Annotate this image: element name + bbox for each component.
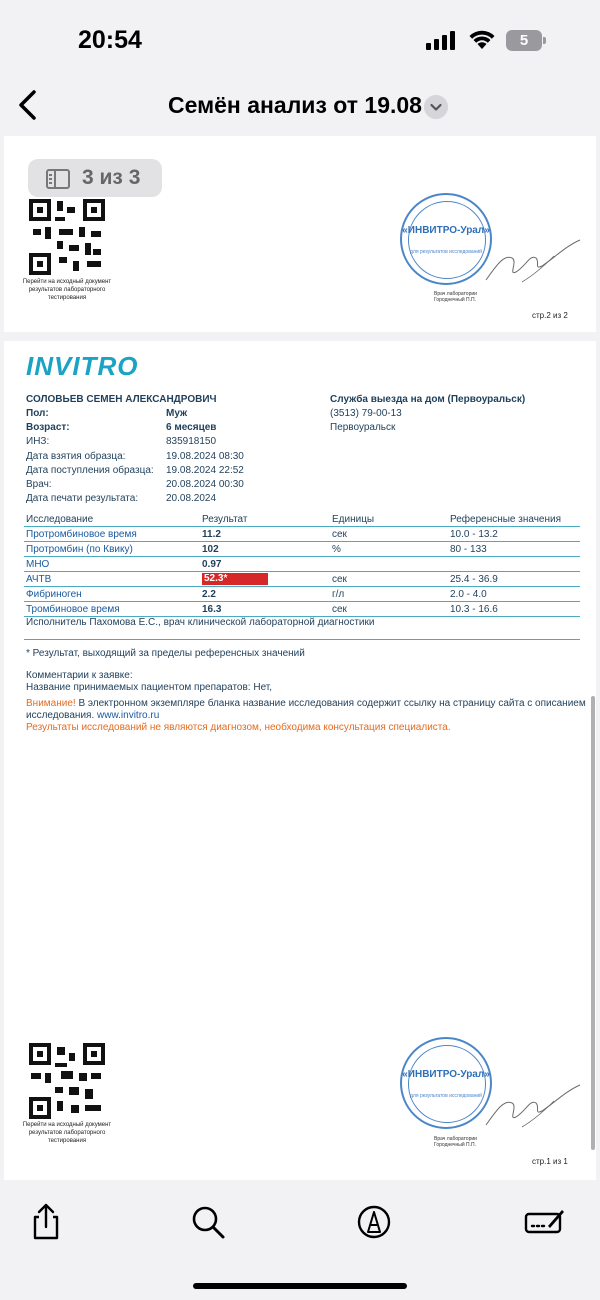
footnote: * Результат, выходящий за пределы референсных значений [26,648,305,659]
invitro-link[interactable]: www.invitro.ru [97,710,160,721]
info-label: Пол: [26,408,49,419]
result-value-flagged: 52.3* [202,573,268,585]
result-value: 11.2 [202,529,221,540]
status-bar [0,0,600,80]
table-row [24,572,580,587]
bottom-toolbar [0,1184,600,1300]
reference-range: 80 - 133 [450,544,487,555]
result-unit: г/л [332,589,345,600]
signature-icon[interactable] [524,1202,564,1242]
doctor-signature [482,1081,582,1131]
doctor-signature [482,236,582,286]
test-name-link[interactable]: МНО [26,559,50,570]
performer-note: Исполнитель Пахомова Е.С., врач клинической лабораторной диагностики [26,617,375,628]
test-name-link[interactable]: Протромбин (по Квику) [26,544,133,555]
comments-title: Комментарии к заявке: [26,670,133,681]
stamp-subtitle: для результатов исследований [410,249,482,255]
page-thumbnails-icon [46,169,70,189]
lab-stamp [400,193,492,285]
info-value: 19.08.2024 08:30 [166,451,244,462]
result-value: 0.97 [202,559,222,570]
doctor-caption-title: Врач лаборатории [434,291,477,297]
test-name-link[interactable]: Протромбиновое время [26,529,137,540]
header-test: Исследование [26,514,94,525]
info-value: 20.08.2024 [166,493,217,504]
battery-level: 5 [506,30,542,51]
info-label: Дата поступления образца: [26,465,154,476]
warning-text: В электронном экземпляре бланка название исследования содержит ссылку на страницу сайта с описанием [75,698,586,709]
test-name-link[interactable]: Тромбиновое время [26,604,120,615]
info-label: ИНЗ: [26,436,50,447]
battery-icon [506,30,546,51]
service-city: Первоуральск [330,422,396,433]
doctor-caption-title: Врач лаборатории [434,1136,477,1142]
markup-icon[interactable] [354,1202,394,1242]
info-value: Муж [166,408,188,419]
document-page-previous [4,136,596,332]
table-row [24,557,580,572]
table-row [24,587,580,602]
wifi-icon [468,28,496,50]
result-unit: сек [332,529,347,540]
info-label: Возраст: [26,422,70,433]
header-result: Результат [202,514,248,525]
info-label: Врач: [26,479,52,490]
reference-range: 2.0 - 4.0 [450,589,487,600]
header-reference: Референсные значения [450,514,562,525]
page-indicator-text: 3 из 3 [82,166,141,189]
table-row [24,527,580,542]
result-value: 16.3 [202,604,222,615]
info-value: 19.08.2024 22:52 [166,465,244,476]
comments-text: Название принимаемых пациентом препаратов: Нет, [26,682,273,693]
document-title[interactable] [0,92,600,119]
info-value: 835918150 [166,436,217,447]
warning-text-2: исследования. [26,710,98,721]
table-header [24,512,580,527]
test-name-link[interactable]: Фибриноген [26,589,82,600]
result-value: 102 [202,544,219,555]
warning-line-2 [26,710,159,721]
warning-word: Внимание! [26,698,76,709]
title-menu-chevron-icon[interactable] [424,95,448,119]
service-name: Служба выезда на дом (Первоуральск) [330,394,526,405]
disclaimer: Результаты исследований не являются диагнозом, необходима консультация специалиста. [26,722,451,733]
result-unit: сек [332,574,347,585]
stamp-title: «ИНВИТРО-Урал» [402,1069,490,1080]
info-value: 6 месяцев [166,422,217,433]
divider [24,639,580,640]
info-value: 20.08.2024 00:30 [166,479,244,490]
patient-name: СОЛОВЬЕВ СЕМЕН АЛЕКСАНДРОВИЧ [26,394,217,405]
page-number: стр.1 из 1 [532,1157,568,1166]
service-phone[interactable]: (3513) 79-00-13 [330,408,402,419]
search-icon[interactable] [188,1202,228,1242]
doctor-caption-name: Городнечный П.П. [434,297,477,303]
qr-code[interactable] [29,199,105,275]
lab-stamp [400,1037,492,1129]
table-row [24,602,580,617]
scrollbar[interactable] [591,696,595,1150]
reference-range: 25.4 - 36.9 [450,574,498,585]
result-unit: сек [332,604,347,615]
stamp-title: «ИНВИТРО-Урал» [402,225,490,236]
doctor-caption-name: Городнечный П.П. [434,1142,477,1148]
result-value: 2.2 [202,589,216,600]
result-unit: % [332,544,341,555]
reference-range: 10.0 - 13.2 [450,529,498,540]
document-title-text: Семён анализ от 19.08 [168,92,422,118]
warning-line [26,698,586,709]
stamp-subtitle: для результатов исследований [410,1093,482,1099]
test-name-link[interactable]: АЧТВ [26,574,52,585]
cellular-signal-icon [426,30,458,50]
header-unit: Единицы [332,514,375,525]
qr-caption: Перейти на исходный документ результатов лабораторного тестирования [22,279,112,301]
document-page-report [4,341,596,1180]
info-label: Дата печати результата: [26,493,139,504]
navigation-bar [0,80,600,134]
home-indicator[interactable] [193,1283,407,1289]
page-indicator [28,159,162,197]
reference-range: 10.3 - 16.6 [450,604,498,615]
share-icon[interactable] [26,1202,66,1242]
info-label: Дата взятия образца: [26,451,126,462]
table-row [24,542,580,557]
page-number: стр.2 из 2 [532,311,568,320]
invitro-logo: INVITRO [26,351,139,381]
qr-code[interactable] [29,1043,105,1119]
status-time: 20:54 [78,26,142,54]
qr-caption: Перейти на исходный документ результатов лабораторного тестирования [22,1122,112,1144]
